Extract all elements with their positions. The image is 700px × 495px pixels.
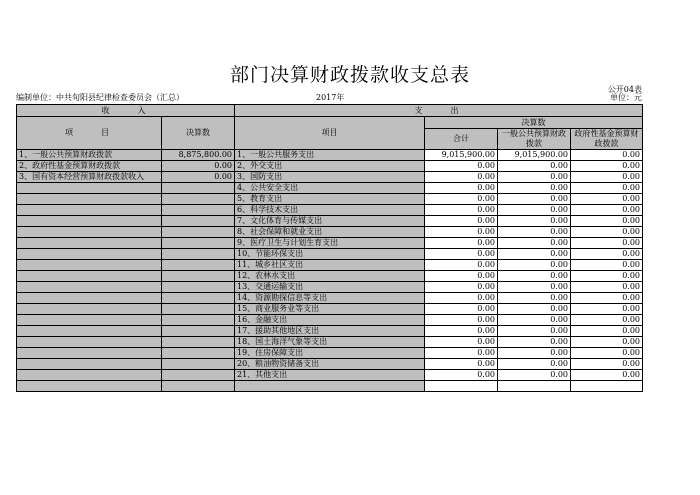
fund-budget-cell: 0.00 <box>571 282 643 293</box>
expense-total-cell: 0.00 <box>425 194 498 205</box>
income-amount-cell: 0.00 <box>162 161 235 172</box>
table-row <box>17 216 643 227</box>
expense-item-cell: 8、社会保障和就业支出 <box>235 227 425 238</box>
expense-total-cell: 0.00 <box>425 205 498 216</box>
general-budget-cell: 0.00 <box>498 216 571 227</box>
expense-item-cell: 19、住房保障支出 <box>235 348 425 359</box>
fund-budget-cell: 0.00 <box>571 293 643 304</box>
expense-item-cell: 16、金融支出 <box>235 315 425 326</box>
fund-budget-cell: 0.00 <box>571 370 643 381</box>
table-row <box>17 150 643 161</box>
expense-item-cell: 13、交通运输支出 <box>235 282 425 293</box>
expense-item-header: 项目 <box>235 117 425 150</box>
table-row <box>17 271 643 282</box>
expense-item-cell: 4、公共安全支出 <box>235 183 425 194</box>
expense-item-cell: 18、国土海洋气象等支出 <box>235 337 425 348</box>
table-row <box>17 359 643 370</box>
general-budget-cell: 0.00 <box>498 227 571 238</box>
fund-budget-cell: 0.00 <box>571 172 643 183</box>
expense-total-cell: 0.00 <box>425 293 498 304</box>
general-budget-cell: 0.00 <box>498 337 571 348</box>
general-budget-cell: 9,015,900.00 <box>498 150 571 161</box>
general-budget-cell: 0.00 <box>498 238 571 249</box>
fund-budget-header: 政府性基金预算财政拨款 <box>571 129 643 150</box>
total-header: 合计 <box>425 129 498 150</box>
general-budget-header: 一般公共预算财政拨款 <box>498 129 571 150</box>
income-amount-header: 决算数 <box>162 117 235 150</box>
expense-item-cell: 15、商业服务业等支出 <box>235 304 425 315</box>
expense-total-cell: 0.00 <box>425 271 498 282</box>
expense-item-cell: 20、粮油物资储备支出 <box>235 359 425 370</box>
meta-line <box>16 92 642 102</box>
expense-item-cell: 17、援助其他地区支出 <box>235 326 425 337</box>
table-row <box>17 326 643 337</box>
table-row <box>17 370 643 381</box>
income-item-cell: 3、国有资本经营预算财政拨款收入 <box>17 172 162 183</box>
page-title: 部门决算财政拨款收支总表 <box>229 64 470 86</box>
income-amount-cell <box>162 381 235 392</box>
fund-budget-cell: 0.00 <box>571 271 643 282</box>
income-amount-cell <box>162 183 235 194</box>
income-item-cell <box>17 183 162 194</box>
income-item-cell <box>17 326 162 337</box>
income-amount-cell <box>162 260 235 271</box>
fund-budget-cell: 0.00 <box>571 348 643 359</box>
fund-budget-cell <box>571 381 643 392</box>
general-budget-cell: 0.00 <box>498 293 571 304</box>
table-row <box>17 238 643 249</box>
income-item-cell <box>17 337 162 348</box>
table-row <box>17 205 643 216</box>
income-amount-cell <box>162 370 235 381</box>
expense-total-cell: 0.00 <box>425 326 498 337</box>
general-budget-cell: 0.00 <box>498 359 571 370</box>
org-label: 编制单位：中共旬阳县纪律检查委员会（汇总） <box>16 93 184 102</box>
fund-budget-cell: 0.00 <box>571 150 643 161</box>
income-item-header: 项 目 <box>17 117 162 150</box>
income-amount-cell <box>162 227 235 238</box>
expense-total-cell <box>425 381 498 392</box>
table-row <box>17 249 643 260</box>
general-budget-cell <box>498 381 571 392</box>
income-amount-cell <box>162 326 235 337</box>
expense-total-cell: 0.00 <box>425 315 498 326</box>
table-row <box>17 381 643 392</box>
fund-budget-cell: 0.00 <box>571 205 643 216</box>
expense-item-cell <box>235 381 425 392</box>
general-budget-cell: 0.00 <box>498 260 571 271</box>
fund-budget-cell: 0.00 <box>571 194 643 205</box>
expense-total-cell: 0.00 <box>425 370 498 381</box>
expense-item-cell: 1、一般公共服务支出 <box>235 150 425 161</box>
general-budget-cell: 0.00 <box>498 172 571 183</box>
table-row <box>17 293 643 304</box>
income-item-cell <box>17 282 162 293</box>
income-item-cell <box>17 249 162 260</box>
expense-item-cell: 11、城乡社区支出 <box>235 260 425 271</box>
expense-total-cell: 0.00 <box>425 183 498 194</box>
general-budget-cell: 0.00 <box>498 271 571 282</box>
income-item-cell <box>17 293 162 304</box>
general-budget-cell: 0.00 <box>498 183 571 194</box>
income-item-cell <box>17 381 162 392</box>
income-amount-cell <box>162 216 235 227</box>
income-item-cell <box>17 216 162 227</box>
general-budget-cell: 0.00 <box>498 249 571 260</box>
income-amount-cell <box>162 271 235 282</box>
expense-item-cell: 3、国防支出 <box>235 172 425 183</box>
expense-total-cell: 0.00 <box>425 282 498 293</box>
income-item-cell <box>17 370 162 381</box>
expense-total-cell: 0.00 <box>425 172 498 183</box>
income-amount-cell: 0.00 <box>162 172 235 183</box>
income-item-cell <box>17 304 162 315</box>
expense-total-cell: 0.00 <box>425 260 498 271</box>
table-row <box>17 304 643 315</box>
expense-total-cell: 0.00 <box>425 249 498 260</box>
fund-budget-cell: 0.00 <box>571 249 643 260</box>
income-amount-cell <box>162 205 235 216</box>
fund-budget-cell: 0.00 <box>571 304 643 315</box>
income-amount-cell <box>162 194 235 205</box>
income-item-cell <box>17 238 162 249</box>
expense-item-cell: 2、外交支出 <box>235 161 425 172</box>
table-row <box>17 161 643 172</box>
fund-budget-cell: 0.00 <box>571 161 643 172</box>
expense-total-cell: 9,015,900.00 <box>425 150 498 161</box>
fund-budget-cell: 0.00 <box>571 315 643 326</box>
income-item-cell: 2、政府性基金预算财政拨款 <box>17 161 162 172</box>
income-item-cell <box>17 194 162 205</box>
expense-header: 支 出 <box>235 105 643 117</box>
expense-total-cell: 0.00 <box>425 238 498 249</box>
fund-budget-cell: 0.00 <box>571 260 643 271</box>
expense-total-cell: 0.00 <box>425 359 498 370</box>
expense-item-cell: 12、农林水支出 <box>235 271 425 282</box>
general-budget-cell: 0.00 <box>498 282 571 293</box>
income-amount-cell <box>162 348 235 359</box>
general-budget-cell: 0.00 <box>498 304 571 315</box>
income-amount-cell: 8,875,800.00 <box>162 150 235 161</box>
income-item-cell <box>17 260 162 271</box>
income-item-cell <box>17 315 162 326</box>
general-budget-cell: 0.00 <box>498 205 571 216</box>
expense-total-cell: 0.00 <box>425 337 498 348</box>
expense-item-cell: 10、节能环保支出 <box>235 249 425 260</box>
income-item-cell <box>17 359 162 370</box>
expense-item-cell: 5、教育支出 <box>235 194 425 205</box>
expense-item-cell: 7、文化体育与传媒支出 <box>235 216 425 227</box>
expense-item-cell: 14、资源勘探信息等支出 <box>235 293 425 304</box>
fund-budget-cell: 0.00 <box>571 183 643 194</box>
expense-item-cell: 21、其他支出 <box>235 370 425 381</box>
final-group-header: 决算数 <box>425 117 643 129</box>
income-amount-cell <box>162 282 235 293</box>
unit-label: 单位：元 <box>610 93 642 102</box>
general-budget-cell: 0.00 <box>498 161 571 172</box>
table-row <box>17 260 643 271</box>
table-row <box>17 183 643 194</box>
fund-budget-cell: 0.00 <box>571 326 643 337</box>
expense-total-cell: 0.00 <box>425 216 498 227</box>
income-item-cell: 1、一般公共预算财政拨款 <box>17 150 162 161</box>
income-amount-cell <box>162 337 235 348</box>
income-amount-cell <box>162 249 235 260</box>
income-amount-cell <box>162 359 235 370</box>
summary-table <box>16 104 643 392</box>
table-row <box>17 282 643 293</box>
table-row <box>17 348 643 359</box>
table-row <box>17 337 643 348</box>
general-budget-cell: 0.00 <box>498 348 571 359</box>
income-item-cell <box>17 205 162 216</box>
table-row <box>17 315 643 326</box>
expense-item-cell: 6、科学技术支出 <box>235 205 425 216</box>
income-item-cell <box>17 227 162 238</box>
fund-budget-cell: 0.00 <box>571 238 643 249</box>
income-item-cell <box>17 271 162 282</box>
income-item-cell <box>17 348 162 359</box>
expense-total-cell: 0.00 <box>425 348 498 359</box>
general-budget-cell: 0.00 <box>498 326 571 337</box>
table-row <box>17 194 643 205</box>
fund-budget-cell: 0.00 <box>571 216 643 227</box>
income-amount-cell <box>162 304 235 315</box>
expense-total-cell: 0.00 <box>425 227 498 238</box>
fund-budget-cell: 0.00 <box>571 359 643 370</box>
general-budget-cell: 0.00 <box>498 194 571 205</box>
table-row <box>17 172 643 183</box>
income-amount-cell <box>162 293 235 304</box>
form-code: 公开04表 <box>607 85 642 94</box>
income-amount-cell <box>162 238 235 249</box>
table-row <box>17 227 643 238</box>
fund-budget-cell: 0.00 <box>571 227 643 238</box>
expense-item-cell: 9、医疗卫生与计划生育支出 <box>235 238 425 249</box>
income-amount-cell <box>162 315 235 326</box>
general-budget-cell: 0.00 <box>498 370 571 381</box>
expense-total-cell: 0.00 <box>425 161 498 172</box>
expense-total-cell: 0.00 <box>425 304 498 315</box>
fund-budget-cell: 0.00 <box>571 337 643 348</box>
general-budget-cell: 0.00 <box>498 315 571 326</box>
income-header: 收 入 <box>17 105 235 117</box>
year-label: 2017年 <box>316 93 345 102</box>
